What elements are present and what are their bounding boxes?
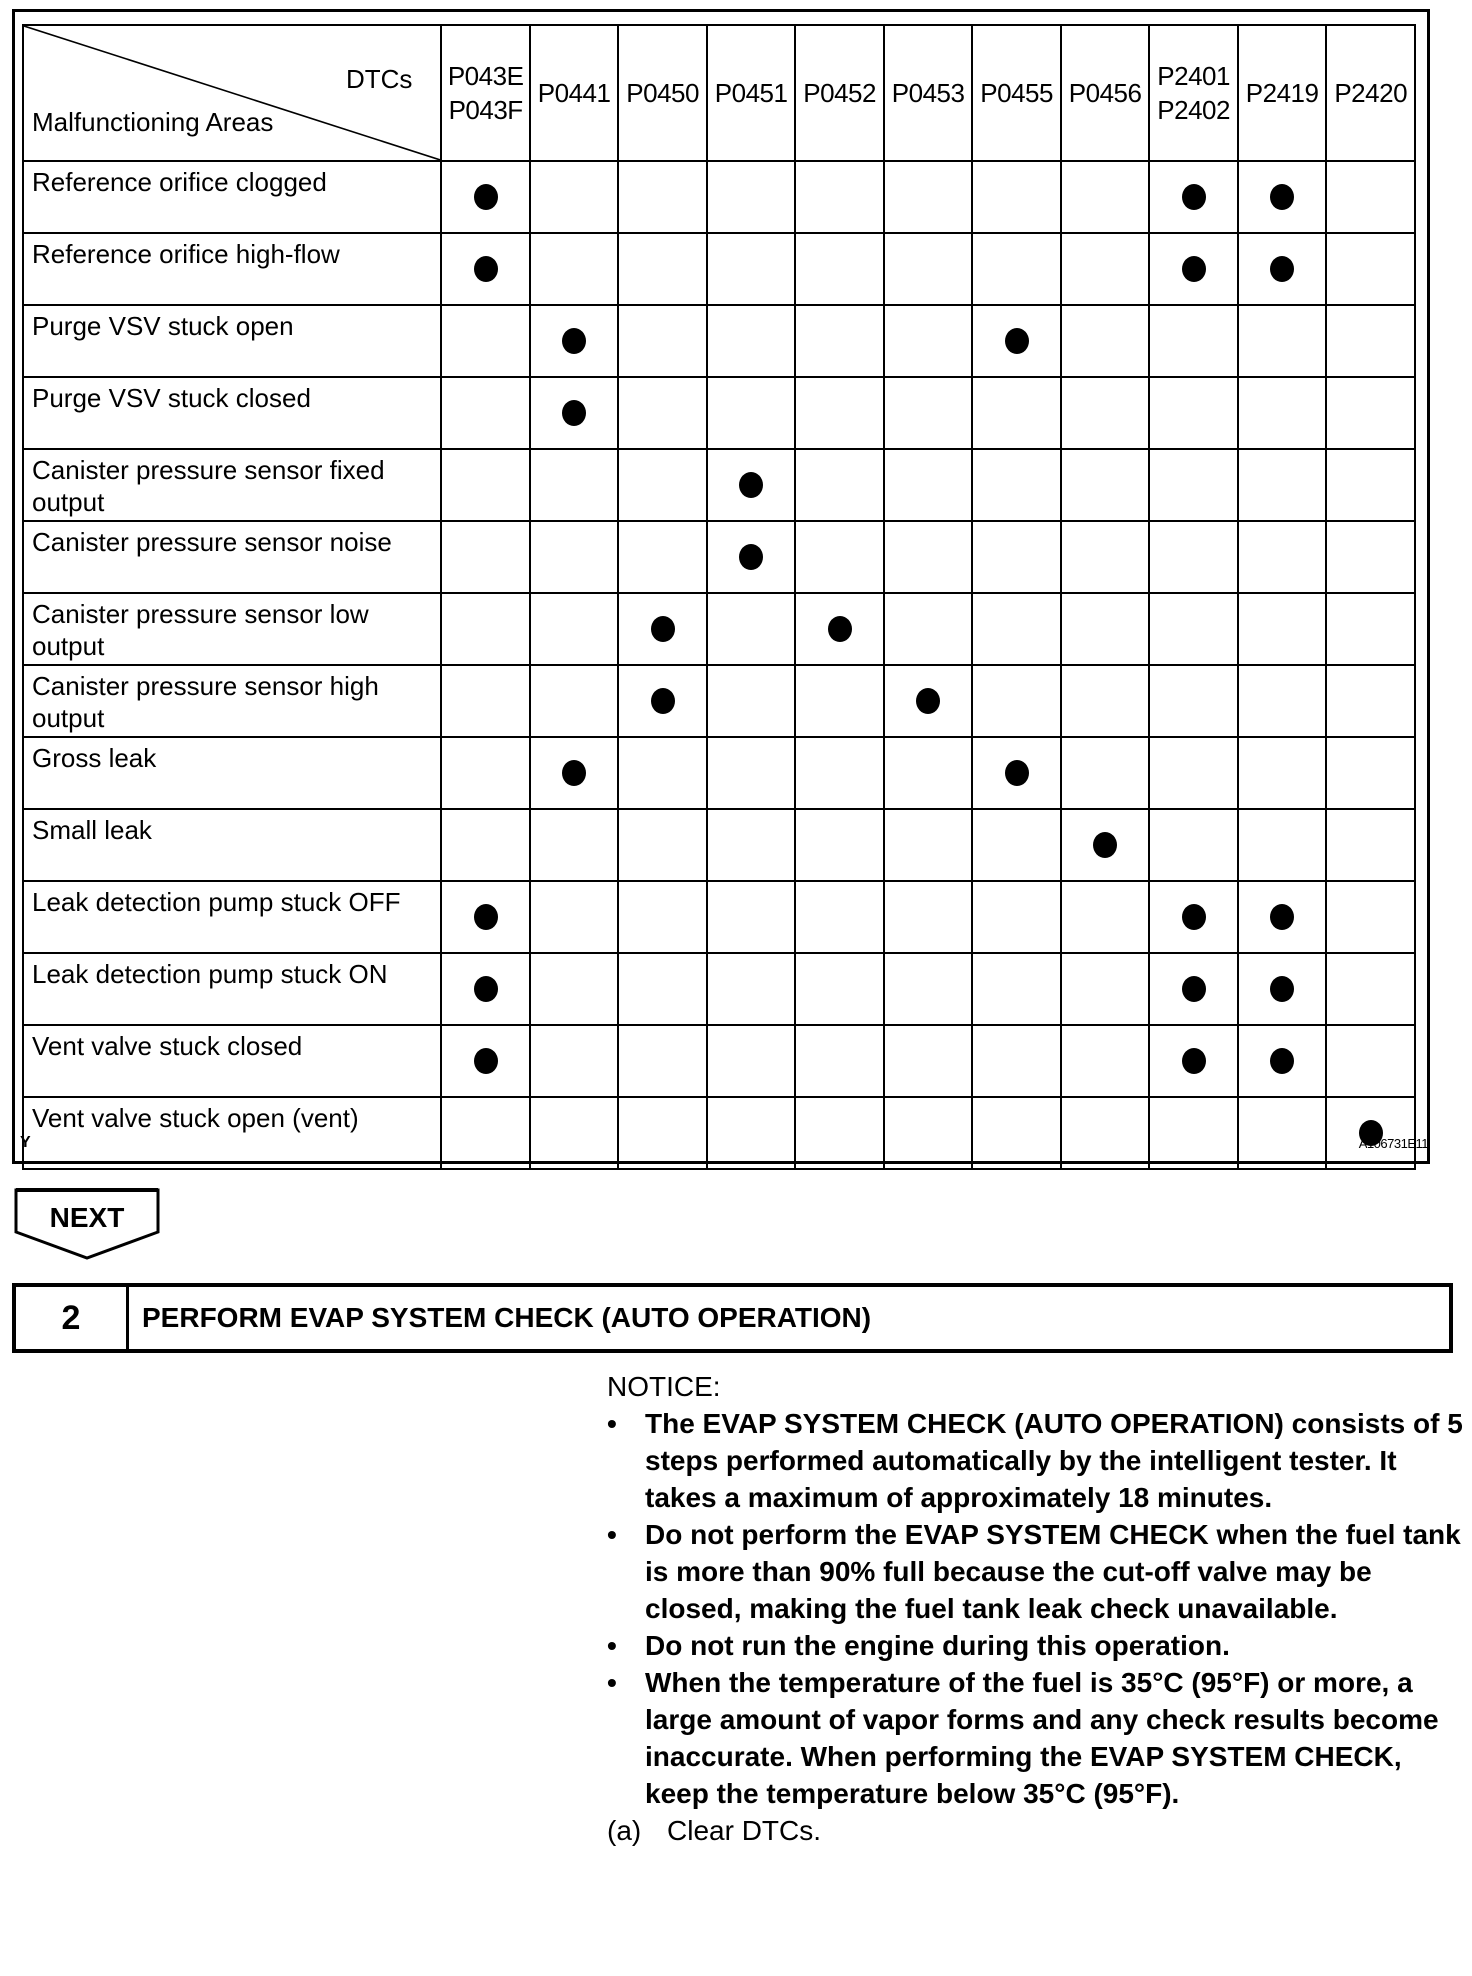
notice-item — [607, 1664, 1467, 1812]
matrix-cell — [972, 1097, 1061, 1169]
matrix-cell — [441, 233, 530, 305]
applicable-dot-icon — [562, 760, 586, 786]
matrix-cell — [1326, 593, 1415, 665]
matrix-cell — [441, 953, 530, 1025]
matrix-cell — [1149, 449, 1238, 521]
dtc-code: P043E — [447, 61, 524, 91]
matrix-cell — [795, 377, 884, 449]
matrix-cell — [972, 377, 1061, 449]
matrix-cell — [1149, 809, 1238, 881]
malfunction-area-label: Purge VSV stuck open — [23, 305, 441, 377]
notice-item — [607, 1627, 1467, 1664]
matrix-cell — [1149, 953, 1238, 1025]
applicable-dot-icon — [1182, 904, 1206, 930]
matrix-cell — [1061, 305, 1150, 377]
matrix-cell — [530, 737, 619, 809]
matrix-cell — [530, 881, 619, 953]
dtc-code: P0455 — [980, 78, 1053, 108]
matrix-cell — [1326, 1025, 1415, 1097]
matrix-cell — [441, 305, 530, 377]
matrix-row — [23, 665, 1415, 737]
matrix-cell — [618, 233, 707, 305]
applicable-dot-icon — [562, 400, 586, 426]
matrix-cell — [1326, 665, 1415, 737]
applicable-dot-icon — [916, 688, 940, 714]
matrix-cell — [1149, 305, 1238, 377]
dtc-column-header — [530, 25, 619, 161]
matrix-cell — [1326, 521, 1415, 593]
matrix-cell — [441, 377, 530, 449]
matrix-cell — [618, 377, 707, 449]
matrix-cell — [618, 521, 707, 593]
malfunction-area-label: Canister pressure sensor high output — [23, 665, 441, 737]
matrix-cell — [884, 521, 973, 593]
matrix-cell — [530, 161, 619, 233]
dtc-matrix-table — [22, 24, 1416, 1170]
applicable-dot-icon — [474, 904, 498, 930]
applicable-dot-icon — [739, 544, 763, 570]
applicable-dot-icon — [1270, 1048, 1294, 1074]
matrix-cell — [618, 1025, 707, 1097]
matrix-cell — [618, 809, 707, 881]
notice-item — [607, 1516, 1467, 1627]
matrix-cell — [884, 1097, 973, 1169]
matrix-cell — [1149, 881, 1238, 953]
matrix-cell — [530, 1025, 619, 1097]
matrix-cell — [972, 161, 1061, 233]
matrix-cell — [1061, 449, 1150, 521]
matrix-row — [23, 593, 1415, 665]
matrix-cell — [795, 161, 884, 233]
figure-id: A106731E11 — [1358, 1136, 1428, 1151]
matrix-cell — [795, 953, 884, 1025]
applicable-dot-icon — [1182, 1048, 1206, 1074]
malfunction-area-label: Vent valve stuck open (vent) — [23, 1097, 441, 1169]
dtc-column-header — [1238, 25, 1327, 161]
matrix-cell — [1326, 305, 1415, 377]
matrix-row — [23, 233, 1415, 305]
procedure-step-text: Clear DTCs. — [667, 1815, 822, 1846]
applicable-dot-icon — [474, 256, 498, 282]
applicable-dot-icon — [1182, 184, 1206, 210]
matrix-cell — [1149, 1025, 1238, 1097]
malfunction-area-label: Canister pressure sensor low output — [23, 593, 441, 665]
matrix-cell — [972, 737, 1061, 809]
dtc-code: P0452 — [803, 78, 876, 108]
matrix-cell — [618, 593, 707, 665]
matrix-cell — [1238, 161, 1327, 233]
malfunction-area-label: Small leak — [23, 809, 441, 881]
matrix-cell — [884, 161, 973, 233]
matrix-row — [23, 377, 1415, 449]
malfunction-area-label: Reference orifice high-flow — [23, 233, 441, 305]
matrix-cell — [707, 809, 796, 881]
matrix-cell — [530, 1097, 619, 1169]
matrix-cell — [1326, 449, 1415, 521]
malfunction-area-label: Leak detection pump stuck ON — [23, 953, 441, 1025]
dtc-column-header — [441, 25, 530, 161]
matrix-cell — [884, 377, 973, 449]
matrix-cell — [795, 1025, 884, 1097]
matrix-cell — [1061, 1097, 1150, 1169]
matrix-row — [23, 161, 1415, 233]
matrix-cell — [530, 665, 619, 737]
matrix-cell — [884, 809, 973, 881]
matrix-cell — [618, 449, 707, 521]
matrix-cell — [1238, 737, 1327, 809]
matrix-cell — [795, 593, 884, 665]
matrix-cell — [1326, 881, 1415, 953]
applicable-dot-icon — [1270, 184, 1294, 210]
matrix-cell — [1149, 665, 1238, 737]
matrix-cell — [1061, 161, 1150, 233]
applicable-dot-icon — [1270, 904, 1294, 930]
procedure-step — [607, 1812, 1467, 1849]
matrix-cell — [884, 233, 973, 305]
matrix-cell — [618, 305, 707, 377]
dtc-column-header — [707, 25, 796, 161]
matrix-cell — [795, 449, 884, 521]
matrix-cell — [441, 593, 530, 665]
matrix-cell — [1326, 953, 1415, 1025]
matrix-cell — [707, 1025, 796, 1097]
matrix-cell — [618, 953, 707, 1025]
matrix-corner-cell — [23, 25, 441, 161]
matrix-cell — [441, 1025, 530, 1097]
matrix-cell — [1238, 233, 1327, 305]
matrix-cell — [795, 665, 884, 737]
matrix-row — [23, 449, 1415, 521]
matrix-row — [23, 881, 1415, 953]
notice-item-text: Do not run the engine during this operation. — [645, 1630, 1230, 1661]
matrix-cell — [1238, 665, 1327, 737]
applicable-dot-icon — [828, 616, 852, 642]
bullet-icon: • — [607, 1667, 617, 1698]
dtc-code: P2401 — [1157, 61, 1230, 91]
applicable-dot-icon — [474, 1048, 498, 1074]
procedure-step-marker: (a) — [607, 1815, 642, 1846]
matrix-cell — [707, 521, 796, 593]
bullet-icon: • — [607, 1408, 617, 1439]
matrix-cell — [707, 953, 796, 1025]
matrix-cell — [972, 809, 1061, 881]
malfunction-area-label: Canister pressure sensor noise — [23, 521, 441, 593]
matrix-header-row — [23, 25, 1415, 161]
matrix-cell — [1149, 521, 1238, 593]
notice-list — [607, 1405, 1467, 1812]
matrix-cell — [1326, 377, 1415, 449]
matrix-cell — [1238, 1025, 1327, 1097]
step-header — [12, 1283, 1453, 1353]
matrix-cell — [1061, 377, 1150, 449]
matrix-row — [23, 305, 1415, 377]
dtc-code: P0450 — [626, 78, 699, 108]
matrix-cell — [972, 521, 1061, 593]
matrix-cell — [441, 161, 530, 233]
matrix-cell — [884, 881, 973, 953]
applicable-dot-icon — [1270, 256, 1294, 282]
matrix-cell — [795, 233, 884, 305]
dtc-code: P2420 — [1334, 78, 1408, 108]
dtcs-axis-label: DTCs — [345, 64, 413, 94]
dtc-column-header — [972, 25, 1061, 161]
matrix-cell — [1238, 305, 1327, 377]
matrix-cell — [1238, 881, 1327, 953]
matrix-cell — [1238, 809, 1327, 881]
matrix-cell — [884, 953, 973, 1025]
matrix-cell — [530, 521, 619, 593]
matrix-cell — [884, 593, 973, 665]
matrix-row — [23, 953, 1415, 1025]
matrix-body — [23, 161, 1415, 1169]
malfunction-area-label: Vent valve stuck closed — [23, 1025, 441, 1097]
step-number: 2 — [16, 1287, 129, 1349]
matrix-row — [23, 521, 1415, 593]
matrix-cell — [1326, 161, 1415, 233]
notice-item-text: The EVAP SYSTEM CHECK (AUTO OPERATION) consists of 5 steps performed automatically by the intelligent tester. It takes a maximum of approximately 18 minutes. — [645, 1408, 1463, 1513]
malfunctioning-areas-axis-label: Malfunctioning Areas — [32, 107, 274, 137]
matrix-cell — [530, 953, 619, 1025]
figure-corner-mark: Y — [20, 1134, 31, 1151]
matrix-cell — [618, 881, 707, 953]
matrix-cell — [1149, 593, 1238, 665]
matrix-cell — [972, 881, 1061, 953]
matrix-cell — [1238, 521, 1327, 593]
matrix-cell — [1238, 449, 1327, 521]
matrix-cell — [1149, 1097, 1238, 1169]
malfunction-area-label: Canister pressure sensor fixed output — [23, 449, 441, 521]
matrix-cell — [1149, 161, 1238, 233]
malfunction-area-label: Gross leak — [23, 737, 441, 809]
dtc-column-header — [1061, 25, 1150, 161]
dtc-column-header — [1149, 25, 1238, 161]
matrix-cell — [530, 449, 619, 521]
dtc-code: P0441 — [537, 78, 611, 108]
matrix-cell — [1326, 737, 1415, 809]
dtc-code: P2419 — [1245, 78, 1319, 108]
notice-item — [607, 1405, 1467, 1516]
matrix-cell — [441, 665, 530, 737]
matrix-cell — [707, 737, 796, 809]
matrix-cell — [884, 305, 973, 377]
matrix-cell — [618, 665, 707, 737]
matrix-cell — [707, 305, 796, 377]
matrix-cell — [1238, 1097, 1327, 1169]
matrix-cell — [1061, 233, 1150, 305]
matrix-cell — [618, 161, 707, 233]
bullet-icon: • — [607, 1630, 617, 1661]
matrix-cell — [1149, 233, 1238, 305]
dtc-column-header — [618, 25, 707, 161]
applicable-dot-icon — [651, 616, 675, 642]
applicable-dot-icon — [739, 472, 763, 498]
matrix-cell — [1061, 665, 1150, 737]
matrix-cell — [441, 881, 530, 953]
next-label: NEXT — [49, 1202, 125, 1233]
matrix-cell — [707, 881, 796, 953]
applicable-dot-icon — [1005, 760, 1029, 786]
notice-item-text: Do not perform the EVAP SYSTEM CHECK when the fuel tank is more than 90% full because the cut-off valve may be closed, making the fuel tank leak check unavailable. — [645, 1519, 1461, 1624]
matrix-cell — [1061, 1025, 1150, 1097]
matrix-cell — [972, 593, 1061, 665]
matrix-cell — [795, 305, 884, 377]
matrix-cell — [707, 377, 796, 449]
matrix-row — [23, 737, 1415, 809]
matrix-cell — [1149, 737, 1238, 809]
matrix-cell — [1238, 377, 1327, 449]
notice-block — [607, 1368, 1467, 1849]
matrix-cell — [618, 737, 707, 809]
matrix-cell — [1326, 233, 1415, 305]
dtc-column-header — [884, 25, 973, 161]
applicable-dot-icon — [1093, 832, 1117, 858]
dtc-column-header — [1326, 25, 1415, 161]
dtc-code: P0451 — [714, 78, 788, 108]
matrix-cell — [1061, 521, 1150, 593]
applicable-dot-icon — [562, 328, 586, 354]
dtc-code: P0456 — [1068, 78, 1142, 108]
applicable-dot-icon — [1182, 256, 1206, 282]
matrix-cell — [1326, 809, 1415, 881]
procedure-list — [607, 1812, 1467, 1849]
applicable-dot-icon — [651, 688, 675, 714]
matrix-cell — [1061, 881, 1150, 953]
matrix-cell — [530, 377, 619, 449]
malfunction-area-label: Reference orifice clogged — [23, 161, 441, 233]
matrix-cell — [441, 737, 530, 809]
matrix-cell — [441, 809, 530, 881]
matrix-cell — [707, 593, 796, 665]
matrix-cell — [884, 665, 973, 737]
applicable-dot-icon — [1182, 976, 1206, 1002]
matrix-cell — [530, 233, 619, 305]
next-step-marker[interactable] — [14, 1188, 160, 1260]
step-title: PERFORM EVAP SYSTEM CHECK (AUTO OPERATION) — [142, 1302, 872, 1333]
dtc-code: P2402 — [1157, 95, 1230, 125]
matrix-cell — [707, 233, 796, 305]
matrix-cell — [795, 881, 884, 953]
dtc-code: P043F — [448, 95, 523, 125]
matrix-row — [23, 1097, 1415, 1169]
bullet-icon: • — [607, 1519, 617, 1550]
notice-item-text: When the temperature of the fuel is 35°C (95°F) or more, a large amount of vapor forms and any check results become inaccurate. When performing the EVAP SYSTEM CHECK, keep the temperature below 35°C (95°F). — [645, 1667, 1439, 1809]
dtc-code: P0453 — [891, 78, 965, 108]
matrix-cell — [1061, 809, 1150, 881]
matrix-cell — [884, 1025, 973, 1097]
matrix-cell — [1061, 953, 1150, 1025]
matrix-cell — [530, 593, 619, 665]
matrix-cell — [530, 305, 619, 377]
matrix-cell — [707, 449, 796, 521]
matrix-cell — [1149, 377, 1238, 449]
matrix-cell — [530, 809, 619, 881]
matrix-cell — [972, 233, 1061, 305]
matrix-cell — [795, 521, 884, 593]
notice-heading: NOTICE: — [607, 1371, 721, 1402]
matrix-cell — [707, 665, 796, 737]
matrix-cell — [1238, 953, 1327, 1025]
dtc-column-header — [795, 25, 884, 161]
applicable-dot-icon — [1005, 328, 1029, 354]
applicable-dot-icon — [474, 184, 498, 210]
matrix-cell — [1238, 593, 1327, 665]
matrix-cell — [1061, 593, 1150, 665]
matrix-cell — [972, 1025, 1061, 1097]
malfunction-area-label: Leak detection pump stuck OFF — [23, 881, 441, 953]
matrix-cell — [795, 809, 884, 881]
matrix-cell — [972, 305, 1061, 377]
matrix-cell — [884, 449, 973, 521]
malfunction-area-label: Purge VSV stuck closed — [23, 377, 441, 449]
dtc-matrix — [22, 24, 1416, 1133]
matrix-cell — [707, 1097, 796, 1169]
matrix-cell — [618, 1097, 707, 1169]
matrix-cell — [795, 1097, 884, 1169]
applicable-dot-icon — [1270, 976, 1294, 1002]
matrix-cell — [795, 737, 884, 809]
matrix-row — [23, 1025, 1415, 1097]
matrix-cell — [441, 449, 530, 521]
matrix-cell — [972, 449, 1061, 521]
matrix-cell — [441, 521, 530, 593]
matrix-cell — [972, 665, 1061, 737]
applicable-dot-icon — [474, 976, 498, 1002]
matrix-cell — [1061, 737, 1150, 809]
matrix-cell — [972, 953, 1061, 1025]
matrix-cell — [707, 161, 796, 233]
matrix-cell — [1326, 1097, 1415, 1169]
matrix-cell — [441, 1097, 530, 1169]
matrix-cell — [884, 737, 973, 809]
matrix-row — [23, 809, 1415, 881]
